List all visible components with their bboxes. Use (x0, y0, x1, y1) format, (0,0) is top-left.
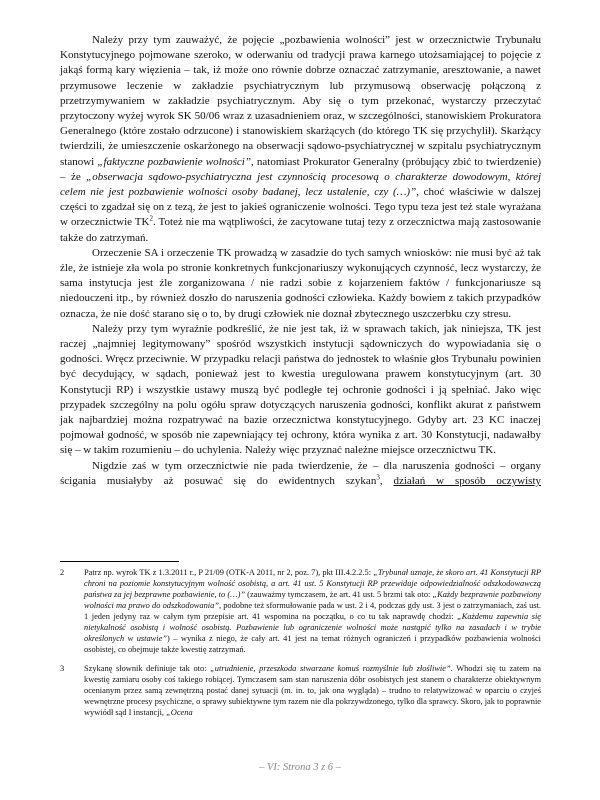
italic-span: „faktyczne pozbawienie wolności” (97, 155, 251, 168)
italic-span: „obserwacja sądowo-psychiatryczna jest czynnością procesową o charakterze dowodowym, której celem nie jest pozbawienie wolności osoby badanej, lecz ustalenie, czy (…)” (60, 170, 542, 199)
footnote-text: Patrz np. wyrok TK z 1.3.2011 r., P 21/09 (OTK-A 2011, nr 2, poz. 7), pkt III.4.2.2.5: „Trybunał uznaje, że skoro art. 41 Konstytucji RP chroni na poziomie konstytucyjnym wolność osobistą, a art. 41 ust. 5 Konstytucji RP przewiduje odpowiedzialność odszkodowawczą państwa za jej bezprawne pozbawienie, to (…)” (zauważmy tymczasem, że art. 41 ust. 5 brzmi tak oto: „Każdy bezprawnie pozbawiony wolności ma prawo do odszkodowania”, podobne też sformułowanie pada w ust. 2 i 4, podczas gdy ust. 3 jest o zatrzymaniach, zaś ust. 1 jeden jedyny raz w całym tym przepisie art. 41 wspomina na początku, o co tu tak naprawdę chodzi: „Każdemu zapewnia się nietykalność osobistą i wolność osobistą. Pozbawienie lub ograniczenie wolności może nastąpić tylko na zasadach i w trybie określonych w ustawie”) – wynika z niego, że cały art. 41 jest na temat różnych ograniczeń i przypadków pozbawienia wolności osobistej, co obejmuje także kwestię zatrzymań. (84, 568, 542, 654)
footnote-separator (60, 561, 179, 562)
paragraph-2: Orzeczenie SA i orzeczenie TK prowadzą w zasadzie do tych samych wniosków: nie musi być aż tak źle, że istnieje zła wola po stronie konkretnych funkcjonariuszy wykonujących czynność, lecz wystarczy, że sama instytucja jest źle zorganizowana / nie radzi sobie z kojarzeniem faktów / funkcjonariusze są niedouczeni itp., by również doszło do naruszenia godności człowieka. Każdy bowiem z takich przypadków oznacza, że nie dość starano się o to, by drugi człowiek nie doznał zbytecznego uszczerbku czy stresu. (60, 246, 541, 320)
italic-span: „utrudnienie, przeszkoda stwarzane komuś rozmyślnie lub złośliwie” (210, 664, 451, 673)
footnote-ref: 3 (376, 473, 380, 482)
paragraph-1: Należy przy tym zauważyć, że pojęcie „pozbawienia wolności” jest w orzecznictwie Trybunału Konstytucyjnego pojmowane szeroko, w oderwaniu od tradycji prawa karnego utożsamiającej to pojęcie z jakąś formą kary więzienia – tak, iż może ono równie dobrze oznaczać zatrzymanie, aresztowanie, a nawet przymusowe leczenie w zakładzie psychiatrycznym lub przymusową obserwację połączoną z przetrzymywaniem w zakładzie psychiatrycznym. Aby się o tym przekonać, wystarczy przeczytać przytoczony wyżej wyrok SK 50/06 wraz z uzasadnieniem oraz, w szczególności, stanowiskiem Prokuratora Generalnego (które zostało odrzucone) i stanowiskiem skarżących (do którego TK się przychylił). Skarżący twierdzili, że umieszczenie oskarżonego na obserwacji sądowo-psychiatrycznej w szpitalu psychiatrycznym stanowi „faktyczne pozbawienie wolności”, natomiast Prokurator Generalny (próbujący zbić to twierdzenie) – że „obserwacja sądowo-psychiatryczna jest czynnością procesową o charakterze dowodowym, której celem nie jest pozbawienie wolności osoby badanej, lecz ustalenie, czy (…)”, choć właściwie w dalszej części to zgadzał się on z tezą, że jest to jakieś ograniczenie wolności. Tego typu teza jest też stale wyrażana w orzecznictwie $TK^2$. Toteż nie ma wątpliwości, że zacytowane tutaj tezy z orzecznictwa mają zastosowanie także do zatrzymań. (60, 34, 542, 244)
footnote-number: 3 (60, 664, 65, 673)
paragraph-4: Nigdzie zaś w tym orzecznictwie nie pada twierdzenie, że – dla naruszenia godności – organy ścigania musiałyby aż posuwać się do ewidentnych szykan$^3$, działań w sposób oczywisty (60, 459, 542, 487)
underlined-span: działań w sposób oczywisty (393, 474, 542, 487)
footnote-3 (60, 663, 541, 718)
page-footer: – VI: Strona 3 z 6 – (259, 762, 341, 773)
footnote-ref: 2 (149, 214, 153, 223)
footnote-2 (60, 567, 541, 655)
footnote-text: Szykanę słownik definiuje tak oto: „utrudnienie, przeszkoda stwarzane komuś rozmyślnie lub złośliwie”. Whodzi się tu zatem na kwestię zamiaru osoby coś takiego robiącej. Tymczasem sam stan naruszenia dóbr osobistych jest stanem o charakterze obiektywnym ocenianym przez samą zewnętrzną postać danej sytuacji (m. in. to, jak ona wygląda) – trudno to relatywizować w oparciu o czyjeś wewnętrzne procesy psychiczne, o sprawy subiektywne tym razem nie dla pokrzywdzonego, tylko dla sprawcy. Skoro, jak to poprawnie wywiódł sąd I instancji, „Ocena (84, 664, 541, 717)
paragraph-3: Należy przy tym wyraźnie podkreślić, że nie jest tak, iż w sprawach takich, jak niniejsza, TK jest raczej „najmniej legitymowany” spośród wszystkich instytucji sądowniczych do wypowiadania się o godności. Wręcz przeciwnie. W przypadku relacji państwa do jednostek to właśnie głos Trybunału powinien być decydujący, w sądach, ponieważ jest to kwestia uregulowana prawem konstytucyjnym (art. 30 Konstytucji RP) i wszystkie ustawy muszą być podległe tej ochronie godności i ją spełniać. Jako więc przypadek szczególny na polu ogółu spraw dotyczących naruszenia godności, konflikt akurat z państwem jak najbardziej można rozpatrywać na bazie orzecznictwa konstytucyjnego. Gdyby art. 23 KC inaczej pojmował godność, w sposób nie zapewniający tej ochrony, która wynika z art. 30 Konstytucji, nadawałby się – w takim rozumieniu – do uchylenia. Należy więc przyznać należne miejsce orzecznictwu TK. (60, 322, 541, 457)
body-text (60, 33, 541, 489)
italic-span: „Każdemu zapewnia się nietykalność osobistą i wolność osobistą. Pozbawienie lub ograniczenie wolności może nastąpić tylko na zasadach i w trybie określonych w ustawie” (84, 612, 542, 643)
italic-span: „Każdy bezprawnie pozbawiony wolności ma prawo do odszkodowania” (84, 590, 541, 610)
footnotes (60, 567, 541, 726)
italic-span: „Trybunał uznaje, że skoro art. 41 Konstytucji RP chroni na poziomie konstytucyjnym wolność osobistą, a art. 41 ust. 5 Konstytucji RP przewiduje odpowiedzialność odszkodowawczą państwa za jej bezprawne pozbawienie, to (…)” (84, 568, 542, 599)
italic-span: „Ocena (166, 708, 193, 717)
footnote-number: 2 (60, 568, 65, 577)
